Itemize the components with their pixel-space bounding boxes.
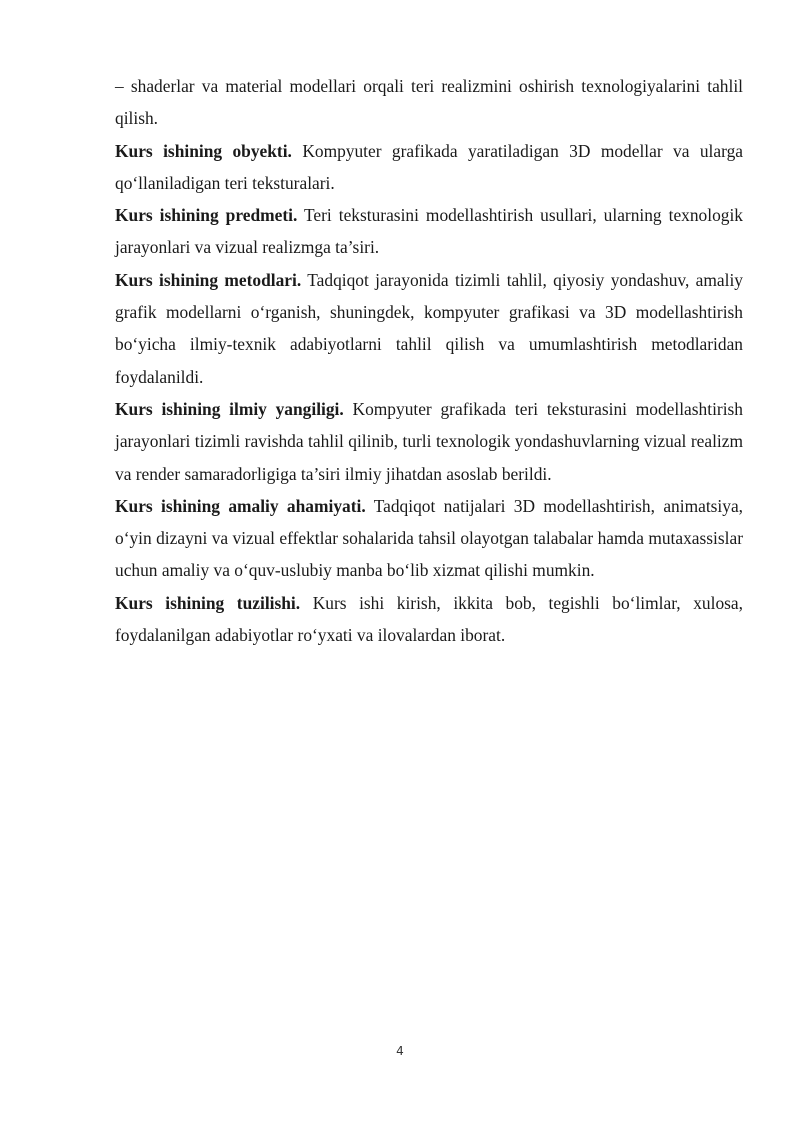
paragraph-heading: Kurs ishining ilmiy yangiligi. xyxy=(115,398,344,419)
document-page xyxy=(115,70,743,651)
paragraph-subject xyxy=(115,199,743,264)
paragraph-text: Kompyuter grafikada yaratiladigan 3D modellar va ularga qo‘llaniladigan teri teksturalari. xyxy=(115,140,743,193)
paragraph-novelty xyxy=(115,393,743,490)
paragraph-structure xyxy=(115,587,743,652)
paragraph-methods xyxy=(115,264,743,393)
paragraph-heading: Kurs ishining predmeti. xyxy=(115,205,298,226)
paragraph-significance xyxy=(115,490,743,587)
paragraph-text: Kurs ishi kirish, ikkita bob, tegishli bo‘limlar, xulosa, foydalanilgan adabiyotlar ro‘yxati va ilovalardan iborat. xyxy=(115,592,743,646)
paragraph-text: Tadqiqot jarayonida tizimli tahlil, qiyosiy yondashuv, amaliy grafik modellarni o‘rganish, shuningdek, kompyuter grafikasi va 3D modellashtirish bo‘yicha ilmiy-texnik adabiyotlarni tahlil qilish va umumlashtirish metodlaridan foydalanildi. xyxy=(115,269,743,387)
paragraph-shader-analysis xyxy=(115,70,743,135)
paragraph-text: – shaderlar va material modellari orqali teri realizmini oshirish texnologiyalarini tahlil qilish. xyxy=(115,76,743,129)
paragraph-text: Tadqiqot natijalari 3D modellashtirish, animatsiya, o‘yin dizayni va vizual effektlar sohalarida tahsil olayotgan talabalar hamda mutaxassislar uchun amaliy va o‘quv-uslubiy manba bo‘lib xizmat qilishi mumkin. xyxy=(115,495,744,581)
paragraph-heading: Kurs ishining obyekti. xyxy=(115,140,292,161)
paragraph-object xyxy=(115,135,743,200)
page-number: 4 xyxy=(396,1044,404,1058)
paragraph-text: Teri teksturasini modellashtirish usullari, ularning texnologik jarayonlari va vizual realizmga ta’siri. xyxy=(115,205,743,258)
paragraph-text: Kompyuter grafikada teri teksturasini modellashtirish jarayonlari tizimli ravishda tahlil qilinib, turli texnologik yondashuvlarning vizual realizm va render samaradorligiga ta’siri ilmiy jihatdan asoslab berildi. xyxy=(115,398,743,484)
paragraph-heading: Kurs ishining metodlari. xyxy=(115,269,302,290)
paragraph-heading: Kurs ishining tuzilishi. xyxy=(115,592,301,613)
paragraph-heading: Kurs ishining amaliy ahamiyati. xyxy=(115,495,366,516)
